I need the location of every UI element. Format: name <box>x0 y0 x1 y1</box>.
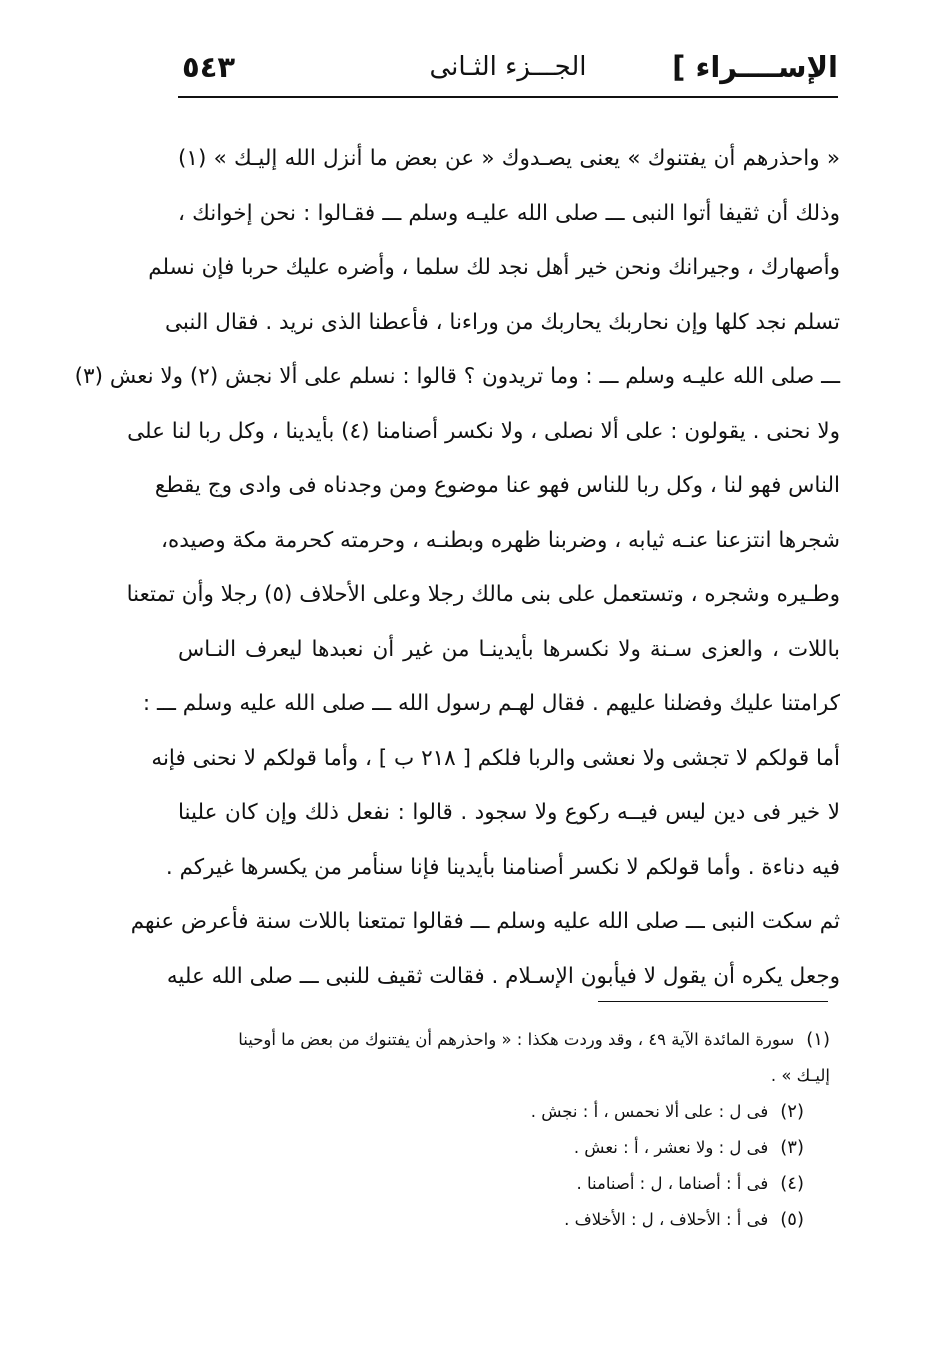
main-text <box>74 132 840 1004</box>
footnote <box>178 1130 830 1166</box>
footnote-number: (٢) <box>780 1101 804 1122</box>
text-line: ولا نحنى . يقولون : على ألا نصلى ، ولا نكسر أصنامنا (٤) بأيدينا ، وكل ربا لنا على <box>127 418 840 444</box>
text-line: أما قولكم لا تجشى ولا نعشى والربا فلكم [ ٢١٨ ب ] ، وأما قولكم لا نحنى فإنه <box>151 745 840 771</box>
footnote-text: فى أ : الأحلاف ، ل : الأخلاف . <box>564 1210 769 1229</box>
part-title: الجـــزء الثـانى <box>429 52 587 82</box>
footnote-text: فى ل : على ألا نحمس ، أ : نجش . <box>530 1102 769 1121</box>
footnote-continuation <box>178 1058 830 1094</box>
text-line: وأصهارك ، وجيرانك ونحن خير أهل نجد لك سلما ، وأضره عليك حربا فإن نسلم <box>148 255 840 280</box>
text-line: ـــ صلى الله عليـه وسلم ـــ : وما تريدون ؟ قالوا : نسلم على ألا نجش (٢) ولا نعش (٣) <box>74 364 840 389</box>
header-divider <box>178 96 838 98</box>
footnote-number: (١) <box>806 1029 830 1050</box>
footnote-text: إليـك » . <box>770 1066 830 1085</box>
footnote-number: (٤) <box>780 1173 804 1194</box>
text-line: كرامتنا عليك وفضلنا عليهم . فقال لهـم رسول الله ـــ صلى الله عليه وسلم ـــ : <box>142 691 840 716</box>
text-line: شجرها انتزعنا عنـه ثيابه ، وضربنا ظهره وبطنـه ، وحرمته كحرمة مكة وصيده، <box>161 527 840 553</box>
text-line: باللات ، والعزى سـنة ولا نكسرها بأيدينـا من غير أن نعبدها ليعرف النـاس <box>178 636 840 662</box>
footnote-number: (٣) <box>780 1137 804 1158</box>
footnote-divider <box>598 1001 828 1002</box>
text-line: وذلك أن ثقيفا أتوا النبى ـــ صلى الله عليـه وسلم ـــ فقـالوا : نحن إخوانك ، <box>178 200 840 226</box>
surah-title: الإســــراء ] <box>672 50 838 84</box>
footnotes <box>178 1022 830 1238</box>
text-line: ثم سكت النبى ـــ صلى الله عليه وسلم ـــ فقالوا تمتعنا باللات سنة فأعرض عنهم <box>130 909 840 934</box>
footnote-text: سورة المائدة الآية ٤٩ ، وقد وردت هكذا : « واحذرهم أن يفتنوك من بعض ما أوحينا <box>238 1030 795 1049</box>
text-line: الناس فهو لنا ، وكل ربا للناس فهو عنا موضوع ومن وجدناه فى وادى وج يقطع <box>154 473 840 498</box>
footnote-text: فى ل : ولا نعشر ، أ : نعش . <box>573 1138 769 1157</box>
text-line: وطـيره وشجره ، وتستعمل على بنى مالك رجلا وعلى الأحلاف (٥) رجلا وأن تمتعنا <box>126 582 840 607</box>
page-number: ٥٤٣ <box>182 50 236 84</box>
text-line: « واحذرهم أن يفتنوك » يعنى يصـدوك « عن بعض ما أنزل الله إليـك » (١) <box>178 146 840 171</box>
text-line: وجعل يكره أن يقول لا فيأبون الإسـلام . فقالت ثقيف للنبى ـــ صلى الله عليه <box>166 963 840 989</box>
footnote <box>178 1166 830 1202</box>
footnote-number: (٥) <box>780 1209 804 1230</box>
footnote-text: فى أ : أصناما ، ل : أصنامنا . <box>576 1174 769 1193</box>
page-header <box>178 46 838 90</box>
text-line: فيه دناءة . وأما قولكم لا نكسر أصنامنا بأيدينا فإنا سنأمر من يكسرها غيركم . <box>165 854 840 880</box>
footnote <box>178 1094 830 1130</box>
footnote <box>178 1022 830 1058</box>
text-line: لا خير فى دين ليس فيــه ركوع ولا سجود . قالوا : نفعل ذلك وإن كان علينا <box>178 800 840 825</box>
footnote <box>178 1202 830 1238</box>
text-line: تسلم نجد كلها وإن نحاربك يحاربك من وراءنا ، فأعطنا الذى نريد . فقال النبى <box>164 309 840 335</box>
